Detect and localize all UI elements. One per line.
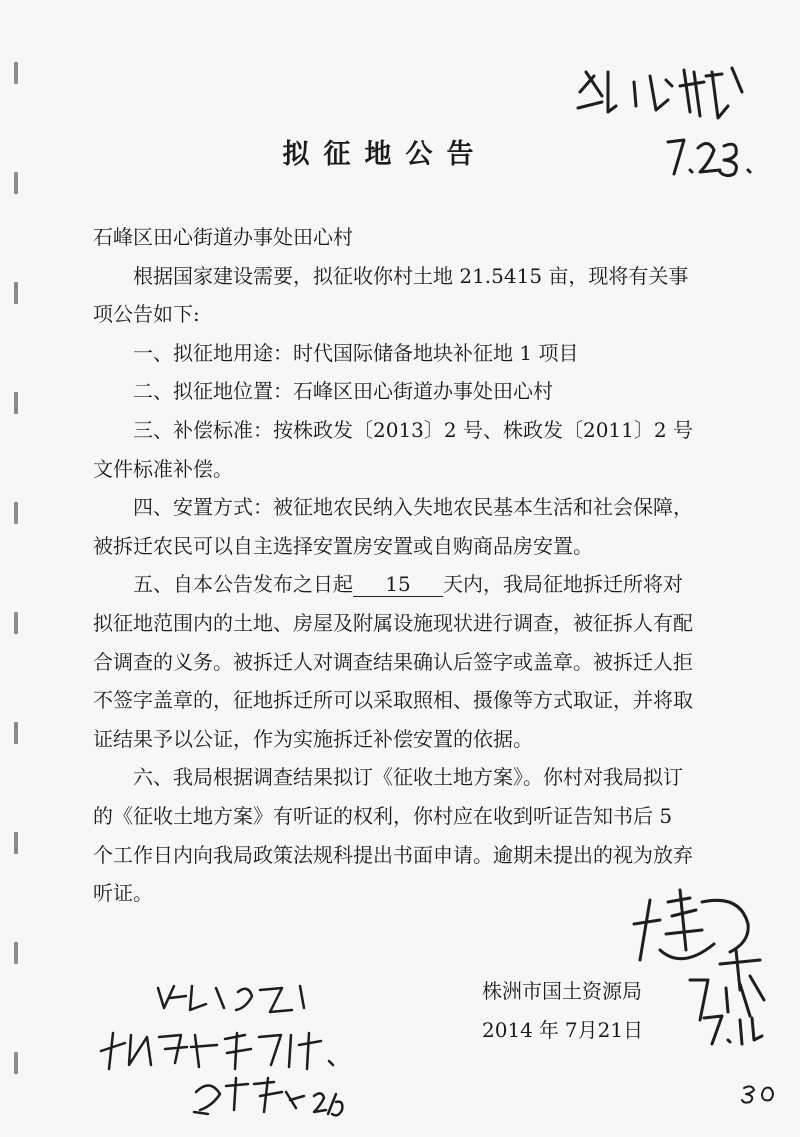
handwritten-approval-lower-left [95, 1025, 355, 1075]
notice-body [93, 218, 693, 913]
issue-month-day: 7月21日 [564, 1018, 644, 1042]
paragraph-compensation: 三、补偿标准：按株政发〔2013〕2 号、株政发〔2011〕2 号文件标准补偿。 [93, 417, 693, 481]
issue-date [482, 1014, 643, 1043]
binder-mark [14, 62, 18, 84]
handwritten-date-bottom [310, 1088, 346, 1122]
binder-mark [14, 1052, 18, 1074]
paragraph-resettlement: 四、安置方式：被征地农民纳入失地农民基本生活和社会保障，被拆迁农民可以自主选择安置房安置或自购商品房安置。 [93, 495, 693, 558]
binder-mark [14, 282, 18, 304]
binder-mark [14, 172, 18, 194]
binder-mark [14, 942, 18, 964]
issue-year: 2014 [482, 1018, 533, 1042]
binder-mark [14, 502, 18, 524]
handwritten-signature-lower-left [190, 1072, 310, 1117]
addressee: 石峰区田心街道办事处田心村 [93, 225, 353, 249]
days-blank: 15 [353, 572, 443, 597]
paragraph-survey [93, 565, 693, 758]
issuing-organization: 株洲市国土资源局 [482, 979, 642, 1003]
paragraph-intro: 根据国家建设需要，拟征收你村土地 21.5415 亩，现将有关事项公告如下: [93, 263, 689, 327]
binder-mark [14, 612, 18, 634]
page-title: 拟征地公告 [282, 139, 488, 170]
handwritten-date-right [700, 1010, 770, 1050]
paragraph-survey-after: 天内，我局征地拆迁所将对拟征地范围内的土地、房屋及附属设施现状进行调查，被征拆人有配合调查的义务。被拆迁人对调查结果确认后签字或盖章。被拆迁人拒不签字盖章的，征地拆迁所可以采取照相、摄像等方式取证，并将取证结果予以公证，作为实施拆迁补偿安置的依据。 [93, 572, 693, 751]
binder-mark [14, 722, 18, 744]
binder-mark [14, 392, 18, 414]
paragraph-purpose: 一、拟征地用途：时代国际储备地块补征地 1 项目 [133, 340, 579, 365]
handwritten-note-lower-left [150, 978, 320, 1018]
handwritten-signature-top-right [572, 62, 762, 122]
page-number [740, 1082, 780, 1106]
paragraph-survey-before: 五、自本公告发布之日起 [133, 572, 353, 597]
binder-mark [14, 832, 18, 854]
paragraph-location: 二、拟征地位置：石峰区田心街道办事处田心村 [133, 379, 553, 404]
issue-year-unit: 年 [538, 1018, 559, 1042]
paragraph-hearing: 六、我局根据调查结果拟订《征收土地方案》。你村对我局拟订的《征收土地方案》有听证的权利，你村应在收到听证告知书后 5 个工作日内向我局政策法规科提出书面申请。逾期未提出的视为放弃听证。 [93, 765, 693, 906]
